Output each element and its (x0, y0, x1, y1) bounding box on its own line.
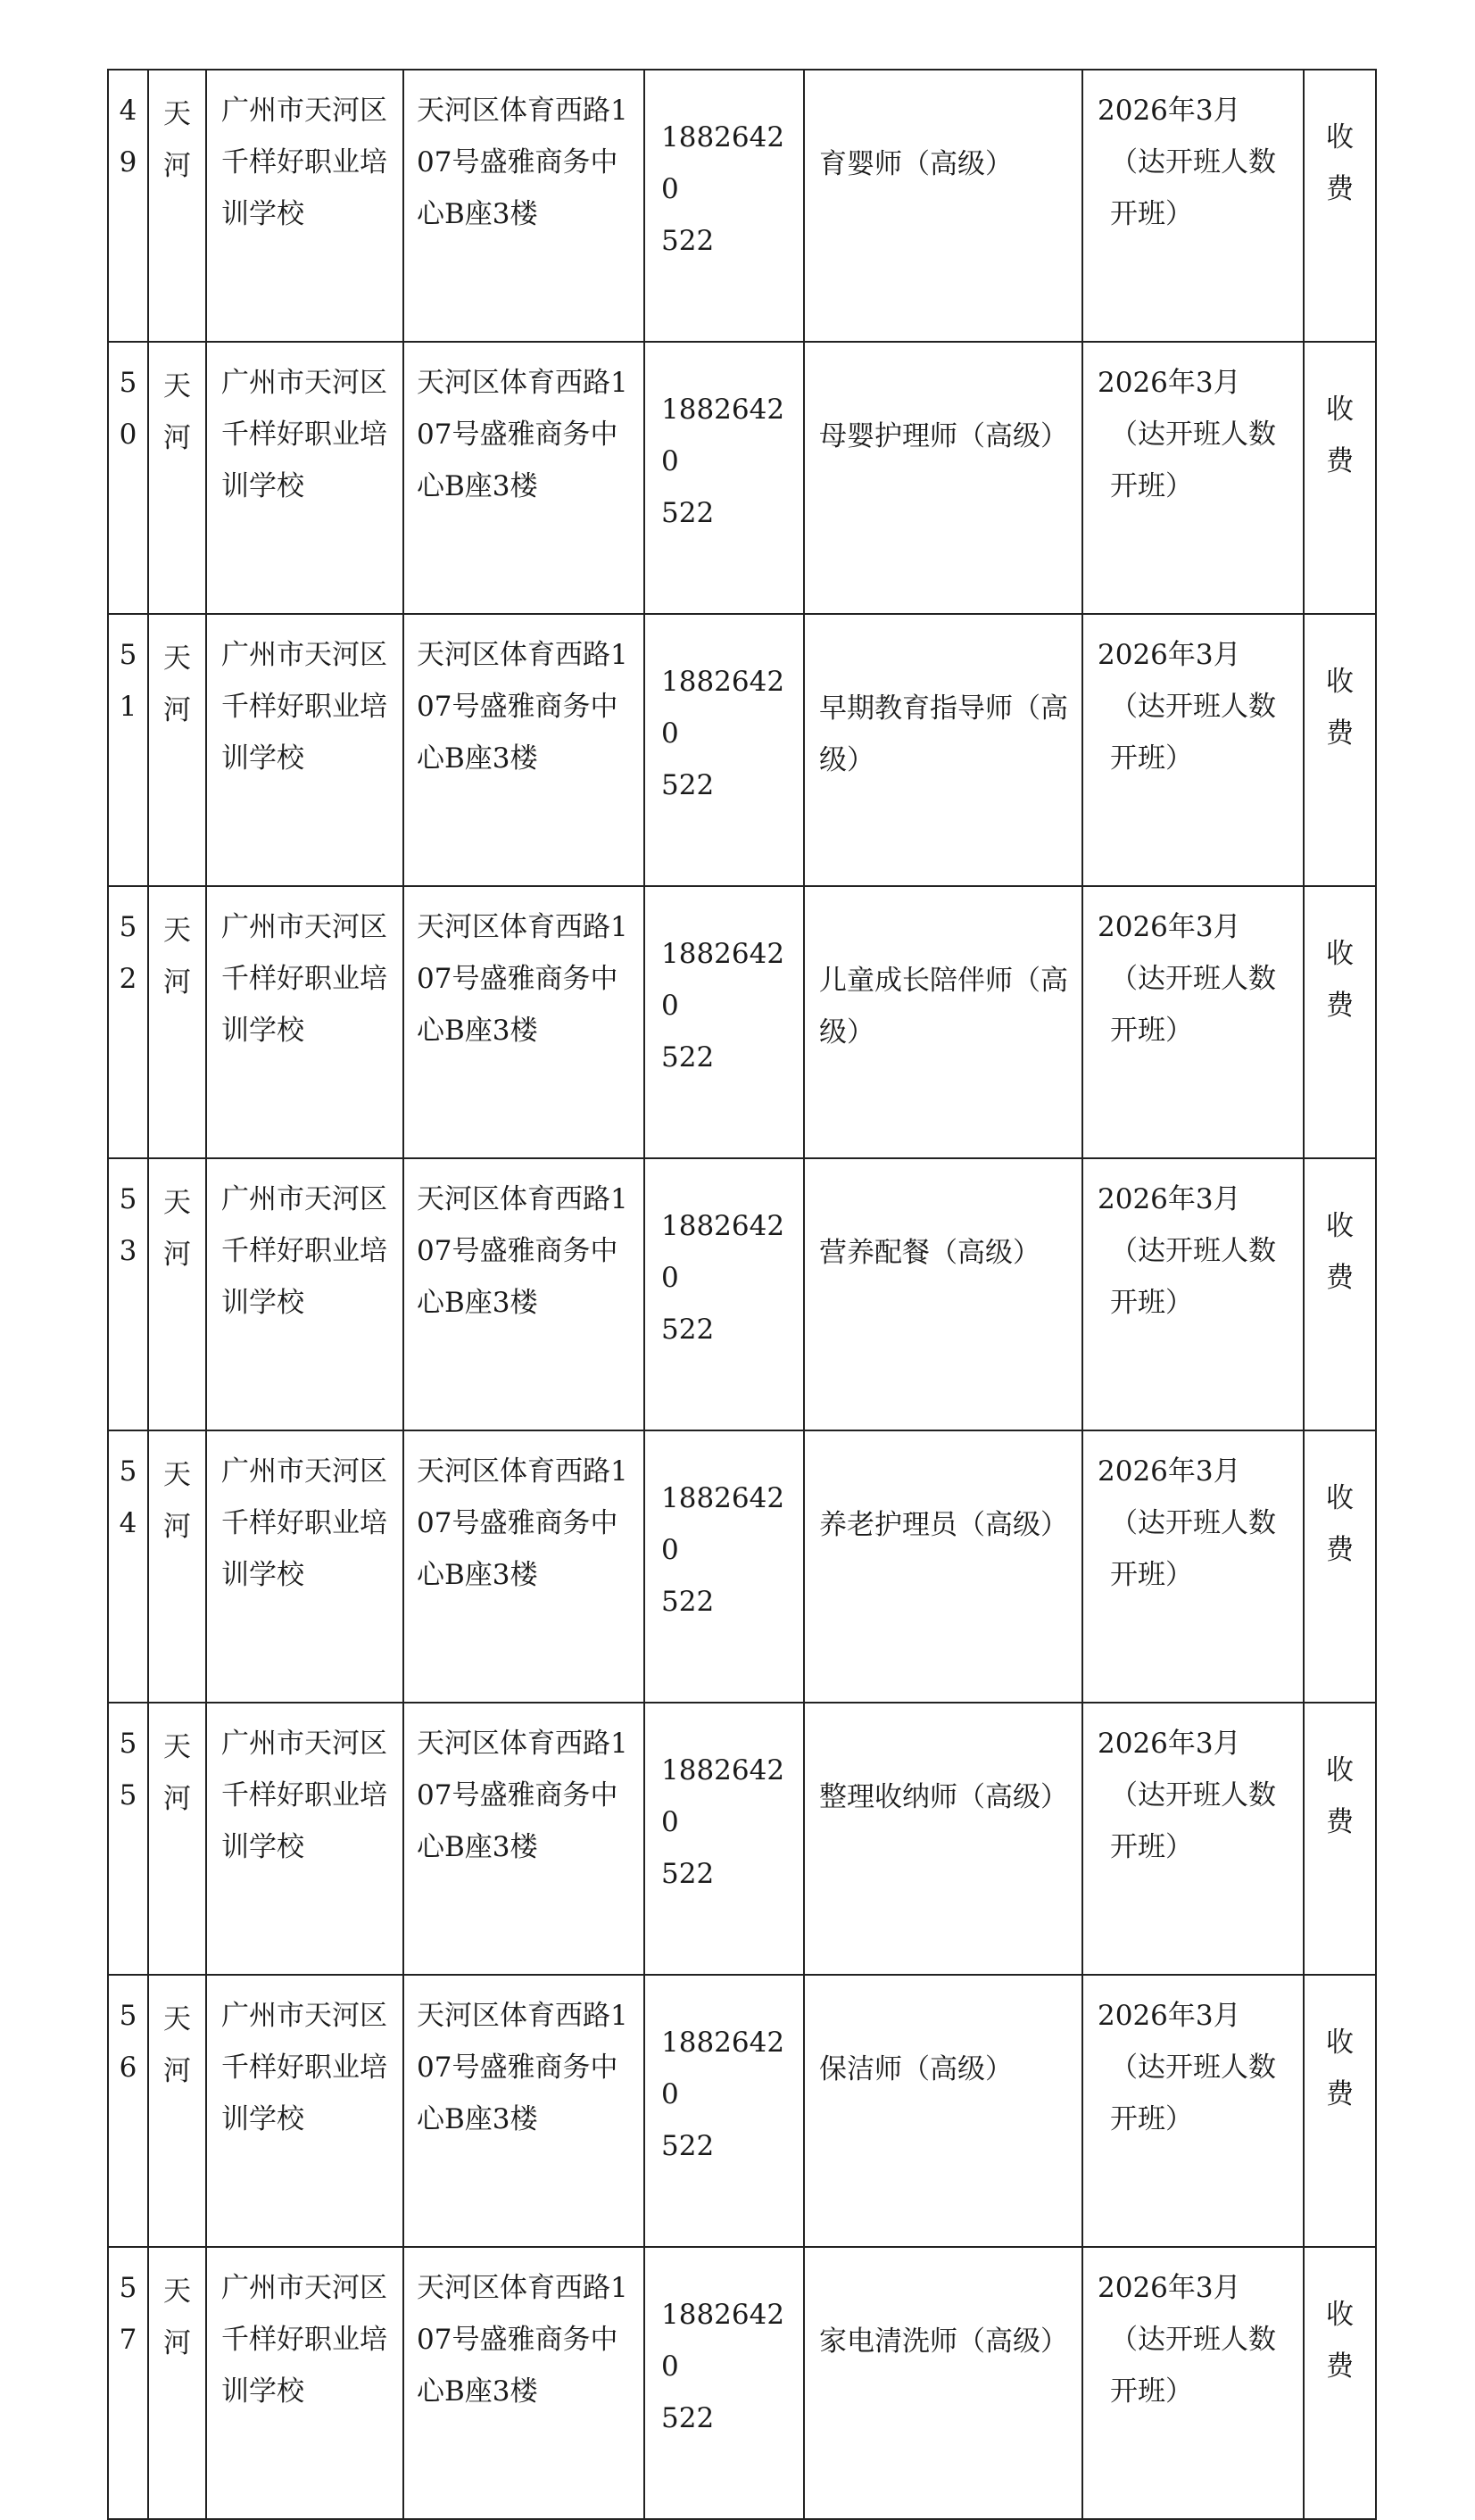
schedule-note: （达开班人数开班） (1110, 1235, 1276, 1319)
phone-cell (644, 614, 804, 886)
row-number-digit: 5 (119, 2000, 137, 2032)
row-number-digit: 5 (119, 1455, 137, 1488)
schedule-note: （达开班人数开班） (1110, 1507, 1276, 1591)
row-number-digit: 2 (119, 963, 137, 995)
row-number-digit: 5 (119, 1728, 137, 1760)
district-cell (148, 1975, 206, 2247)
phone-number-part: 522 (661, 497, 715, 529)
district-cell (148, 886, 206, 1158)
school-cell (206, 2247, 403, 2519)
fee-cell (1304, 342, 1376, 614)
row-number-cell (108, 1703, 148, 1975)
table-row (108, 70, 1376, 342)
school-address: 天河区体育西路107号盛雅商务中心B座3楼 (417, 1183, 628, 1319)
schedule-cell (1082, 1975, 1304, 2247)
phone-number-part: 18826420 (661, 121, 785, 205)
school-name: 广州市天河区千样好职业培训学校 (221, 911, 387, 1047)
address-cell (403, 70, 644, 342)
row-number-digit: 4 (119, 1507, 137, 1539)
district-char: 天 (163, 642, 191, 675)
fee-char: 费 (1326, 2350, 1354, 2383)
schedule-month: 2026年3月 (1098, 2272, 1241, 2304)
schedule-month: 2026年3月 (1098, 639, 1241, 671)
school-name: 广州市天河区千样好职业培训学校 (221, 367, 387, 502)
district-cell (148, 70, 206, 342)
district-char: 河 (163, 2055, 191, 2087)
phone-number-part: 18826420 (661, 1482, 785, 1566)
district-char: 天 (163, 1187, 191, 1219)
address-cell (403, 886, 644, 1158)
phone-number-part: 522 (661, 2402, 715, 2434)
school-cell (206, 614, 403, 886)
row-number-digit: 5 (119, 1779, 137, 1811)
district-char: 天 (163, 98, 191, 130)
schedule-cell (1082, 1703, 1304, 1975)
schedule-month: 2026年3月 (1098, 2000, 1241, 2032)
district-char: 天 (163, 2275, 191, 2308)
district-char: 河 (163, 150, 191, 182)
course-cell (804, 1703, 1082, 1975)
phone-number-part: 18826420 (661, 1210, 785, 1294)
schedule-cell (1082, 1430, 1304, 1703)
course-cell (804, 342, 1082, 614)
fee-cell (1304, 1975, 1376, 2247)
course-name: 早期教育指导师（高级） (819, 692, 1068, 776)
phone-cell (644, 886, 804, 1158)
district-char: 河 (163, 694, 191, 726)
course-cell (804, 886, 1082, 1158)
schedule-month: 2026年3月 (1098, 911, 1241, 943)
district-char: 河 (163, 2327, 191, 2359)
fee-char: 收 (1326, 121, 1354, 153)
schedule-cell (1082, 2247, 1304, 2519)
fee-char: 收 (1326, 2299, 1354, 2331)
district-char: 河 (163, 422, 191, 454)
schedule-month: 2026年3月 (1098, 367, 1241, 399)
fee-char: 费 (1326, 445, 1354, 477)
row-number-digit: 5 (119, 639, 137, 671)
phone-cell (644, 70, 804, 342)
school-cell (206, 886, 403, 1158)
district-char: 天 (163, 1459, 191, 1491)
phone-number-part: 522 (661, 1586, 715, 1618)
row-number-digit: 6 (119, 2052, 137, 2084)
fee-char: 收 (1326, 1754, 1354, 1786)
schedule-note: （达开班人数开班） (1110, 146, 1276, 230)
district-char: 河 (163, 1511, 191, 1543)
table-body (108, 70, 1376, 2519)
school-address: 天河区体育西路107号盛雅商务中心B座3楼 (417, 2000, 628, 2135)
district-cell (148, 1430, 206, 1703)
fee-char: 收 (1326, 1482, 1354, 1514)
schedule-note: （达开班人数开班） (1110, 963, 1276, 1047)
schedule-cell (1082, 614, 1304, 886)
school-cell (206, 1430, 403, 1703)
phone-number-part: 522 (661, 2130, 715, 2162)
address-cell (403, 1158, 644, 1430)
fee-cell (1304, 1703, 1376, 1975)
phone-number-part: 18826420 (661, 394, 785, 477)
school-address: 天河区体育西路107号盛雅商务中心B座3楼 (417, 1728, 628, 1863)
row-number-digit: 3 (119, 1235, 137, 1267)
phone-number-part: 18826420 (661, 2299, 785, 2383)
row-number-cell (108, 342, 148, 614)
fee-char: 费 (1326, 717, 1354, 750)
table-row (108, 342, 1376, 614)
schedule-note: （达开班人数开班） (1110, 2324, 1276, 2408)
row-number-cell (108, 614, 148, 886)
district-char: 河 (163, 966, 191, 999)
schedule-cell (1082, 70, 1304, 342)
school-address: 天河区体育西路107号盛雅商务中心B座3楼 (417, 911, 628, 1047)
course-cell (804, 1975, 1082, 2247)
phone-number-part: 522 (661, 769, 715, 801)
school-address: 天河区体育西路107号盛雅商务中心B座3楼 (417, 95, 628, 230)
course-name: 营养配餐（高级） (819, 1237, 1040, 1269)
table-row (108, 886, 1376, 1158)
phone-number-part: 522 (661, 1314, 715, 1346)
phone-number-part: 522 (661, 225, 715, 257)
school-name: 广州市天河区千样好职业培训学校 (221, 1455, 387, 1591)
course-cell (804, 1158, 1082, 1430)
district-char: 河 (163, 1239, 191, 1271)
schedule-cell (1082, 1158, 1304, 1430)
row-number-digit: 0 (119, 419, 137, 451)
row-number-digit: 5 (119, 2272, 137, 2304)
row-number-digit: 9 (119, 146, 137, 178)
district-cell (148, 614, 206, 886)
school-cell (206, 342, 403, 614)
district-cell (148, 2247, 206, 2519)
address-cell (403, 2247, 644, 2519)
fee-cell (1304, 886, 1376, 1158)
school-name: 广州市天河区千样好职业培训学校 (221, 1728, 387, 1863)
table-row (108, 614, 1376, 886)
address-cell (403, 342, 644, 614)
fee-char: 费 (1326, 1534, 1354, 1566)
phone-cell (644, 2247, 804, 2519)
address-cell (403, 1430, 644, 1703)
phone-cell (644, 1430, 804, 1703)
fee-char: 收 (1326, 1210, 1354, 1242)
phone-number-part: 18826420 (661, 2027, 785, 2110)
fee-cell (1304, 2247, 1376, 2519)
table-row (108, 1703, 1376, 1975)
fee-char: 费 (1326, 1262, 1354, 1294)
school-address: 天河区体育西路107号盛雅商务中心B座3楼 (417, 2272, 628, 2408)
row-number-digit: 1 (119, 691, 137, 723)
school-address: 天河区体育西路107号盛雅商务中心B座3楼 (417, 639, 628, 775)
school-address: 天河区体育西路107号盛雅商务中心B座3楼 (417, 367, 628, 502)
district-cell (148, 1158, 206, 1430)
schedule-note: （达开班人数开班） (1110, 2052, 1276, 2135)
district-char: 天 (163, 1731, 191, 1763)
schedule-month: 2026年3月 (1098, 1455, 1241, 1488)
schedule-note: （达开班人数开班） (1110, 1779, 1276, 1863)
course-name: 养老护理员（高级） (819, 1509, 1068, 1541)
phone-cell (644, 1975, 804, 2247)
row-number-cell (108, 1158, 148, 1430)
district-cell (148, 1703, 206, 1975)
school-name: 广州市天河区千样好职业培训学校 (221, 639, 387, 775)
address-cell (403, 614, 644, 886)
district-char: 天 (163, 370, 191, 402)
course-name: 母婴护理师（高级） (819, 420, 1068, 452)
course-cell (804, 1430, 1082, 1703)
course-cell (804, 70, 1082, 342)
district-char: 河 (163, 1783, 191, 1815)
fee-char: 费 (1326, 990, 1354, 1022)
fee-char: 费 (1326, 2078, 1354, 2110)
school-name: 广州市天河区千样好职业培训学校 (221, 95, 387, 230)
row-number-cell (108, 1975, 148, 2247)
school-name: 广州市天河区千样好职业培训学校 (221, 1183, 387, 1319)
district-char: 天 (163, 2003, 191, 2035)
phone-number-part: 18826420 (661, 938, 785, 1022)
school-cell (206, 1158, 403, 1430)
row-number-cell (108, 2247, 148, 2519)
school-cell (206, 1703, 403, 1975)
course-name: 家电清洗师（高级） (819, 2325, 1068, 2358)
phone-cell (644, 1158, 804, 1430)
row-number-digit: 5 (119, 1183, 137, 1215)
fee-char: 收 (1326, 666, 1354, 698)
phone-number-part: 522 (661, 1858, 715, 1890)
row-number-cell (108, 886, 148, 1158)
fee-cell (1304, 614, 1376, 886)
table-row (108, 1430, 1376, 1703)
table-row (108, 1158, 1376, 1430)
course-cell (804, 2247, 1082, 2519)
course-cell (804, 614, 1082, 886)
phone-cell (644, 1703, 804, 1975)
fee-char: 费 (1326, 173, 1354, 205)
course-name: 育婴师（高级） (819, 148, 1013, 180)
district-char: 天 (163, 915, 191, 947)
district-cell (148, 342, 206, 614)
schedule-month: 2026年3月 (1098, 1728, 1241, 1760)
school-name: 广州市天河区千样好职业培训学校 (221, 2000, 387, 2135)
school-cell (206, 1975, 403, 2247)
row-number-digit: 5 (119, 367, 137, 399)
course-name: 保洁师（高级） (819, 2053, 1013, 2085)
phone-cell (644, 342, 804, 614)
row-number-cell (108, 1430, 148, 1703)
school-cell (206, 70, 403, 342)
fee-char: 费 (1326, 1806, 1354, 1838)
fee-cell (1304, 1158, 1376, 1430)
school-address: 天河区体育西路107号盛雅商务中心B座3楼 (417, 1455, 628, 1591)
schedule-note: （达开班人数开班） (1110, 691, 1276, 775)
course-name: 儿童成长陪伴师（高级） (819, 965, 1068, 1049)
phone-number-part: 18826420 (661, 1754, 785, 1838)
address-cell (403, 1975, 644, 2247)
row-number-cell (108, 70, 148, 342)
fee-char: 收 (1326, 394, 1354, 426)
fee-cell (1304, 1430, 1376, 1703)
phone-number-part: 522 (661, 1041, 715, 1073)
address-cell (403, 1703, 644, 1975)
row-number-digit: 5 (119, 911, 137, 943)
fee-cell (1304, 70, 1376, 342)
schedule-note: （达开班人数开班） (1110, 419, 1276, 502)
row-number-digit: 7 (119, 2324, 137, 2356)
schedule-month: 2026年3月 (1098, 1183, 1241, 1215)
fee-char: 收 (1326, 2027, 1354, 2059)
phone-number-part: 18826420 (661, 666, 785, 750)
row-number-digit: 4 (119, 95, 137, 127)
schedule-cell (1082, 886, 1304, 1158)
fee-char: 收 (1326, 938, 1354, 970)
school-name: 广州市天河区千样好职业培训学校 (221, 2272, 387, 2408)
table-row (108, 1975, 1376, 2247)
table-row (108, 2247, 1376, 2519)
schedule-month: 2026年3月 (1098, 95, 1241, 127)
training-course-table (107, 69, 1377, 2520)
schedule-cell (1082, 342, 1304, 614)
course-name: 整理收纳师（高级） (819, 1781, 1068, 1813)
